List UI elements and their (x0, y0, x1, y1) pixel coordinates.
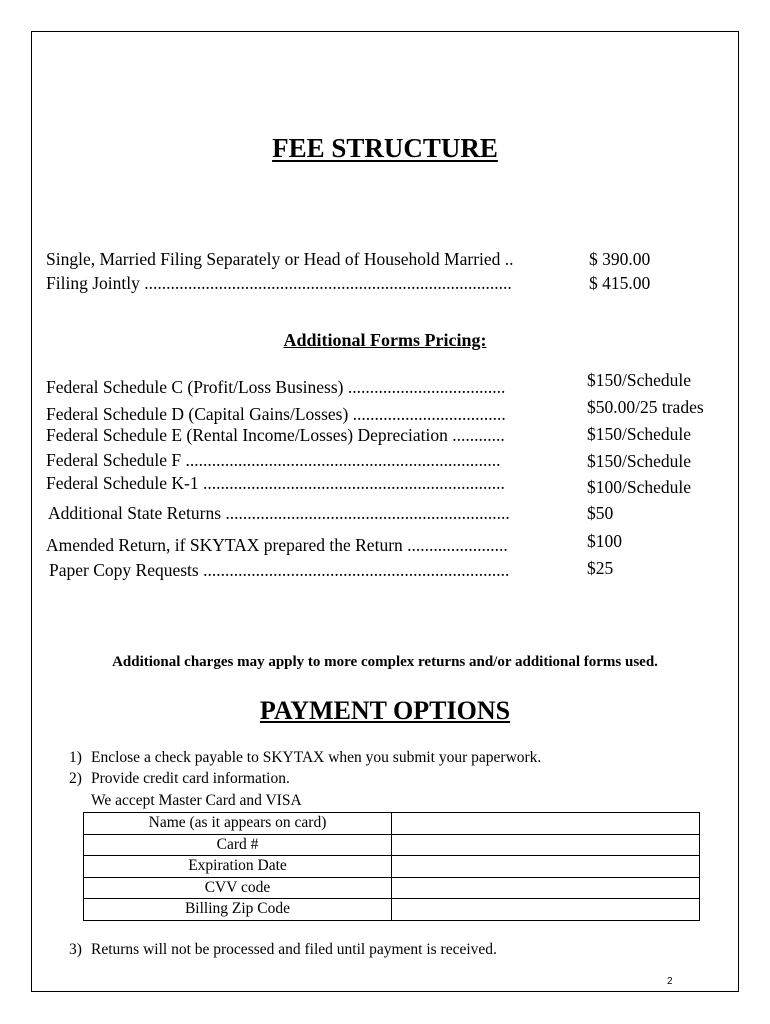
table-row (84, 856, 700, 878)
additional-forms-title: Additional Forms Pricing: (283, 330, 487, 350)
card-field-label: Name (as it appears on card) (84, 813, 392, 835)
form-row-label: Federal Schedule K-1 ..................................................................... (46, 473, 505, 493)
payment-item-1: 1) Enclose a check payable to SKYTAX when you submit your paperwork. (69, 749, 542, 766)
form-row-price: $50.00/25 trades (587, 397, 704, 417)
filing-row-label-1: Single, Married Filing Separately or Head of Household Married .. (46, 249, 514, 269)
payment-options-title: PAYMENT OPTIONS (259, 696, 511, 725)
form-row-price: $150/Schedule (587, 451, 692, 471)
form-row-price: $100 (587, 531, 622, 551)
expiration-date-input-cell[interactable] (392, 856, 700, 878)
form-row-label: Amended Return, if SKYTAX prepared the Return ....................... (46, 535, 508, 555)
form-row-price: $150/Schedule (587, 424, 692, 444)
filing-row-price-2: $ 415.00 (589, 273, 651, 293)
form-row-label: Federal Schedule F ........................................................................ (46, 450, 501, 470)
additional-charges-note: Additional charges may apply to more complex returns and/or additional forms used. (112, 654, 658, 670)
form-row-label: Additional State Returns ................................................................. (48, 503, 510, 523)
table-row (84, 813, 700, 835)
card-info-table (83, 812, 700, 921)
accept-cards-text: We accept Master Card and VISA (91, 792, 302, 809)
card-field-label: Billing Zip Code (84, 899, 392, 921)
form-row-price: $50 (587, 503, 614, 523)
form-row-price: $100/Schedule (587, 477, 692, 497)
card-field-label: Expiration Date (84, 856, 392, 878)
card-number-input-cell[interactable] (392, 834, 700, 856)
form-row-label: Paper Copy Requests ...................................................................... (49, 560, 510, 580)
page-title: FEE STRUCTURE (272, 133, 498, 163)
payment-item-2: 2) Provide credit card information. (69, 770, 290, 787)
form-row-label: Federal Schedule D (Capital Gains/Losses) ................................... (46, 404, 506, 424)
filing-row-price-1: $ 390.00 (589, 249, 651, 269)
card-field-label: CVV code (84, 877, 392, 899)
form-row-price: $150/Schedule (587, 370, 692, 390)
form-row-label: Federal Schedule C (Profit/Loss Business) .................................... (46, 377, 506, 397)
card-name-input-cell[interactable] (392, 813, 700, 835)
card-field-label: Card # (84, 834, 392, 856)
table-row (84, 899, 700, 921)
table-row (84, 834, 700, 856)
form-row-price: $25 (587, 558, 614, 578)
billing-zip-input-cell[interactable] (392, 899, 700, 921)
page-number: 2 (667, 976, 673, 987)
cvv-input-cell[interactable] (392, 877, 700, 899)
payment-item-3: 3) Returns will not be processed and filed until payment is received. (69, 941, 497, 958)
filing-row-label-2: Filing Jointly .................................................................................... (46, 273, 512, 293)
table-row (84, 877, 700, 899)
form-row-label: Federal Schedule E (Rental Income/Losses) Depreciation ............ (46, 425, 505, 445)
